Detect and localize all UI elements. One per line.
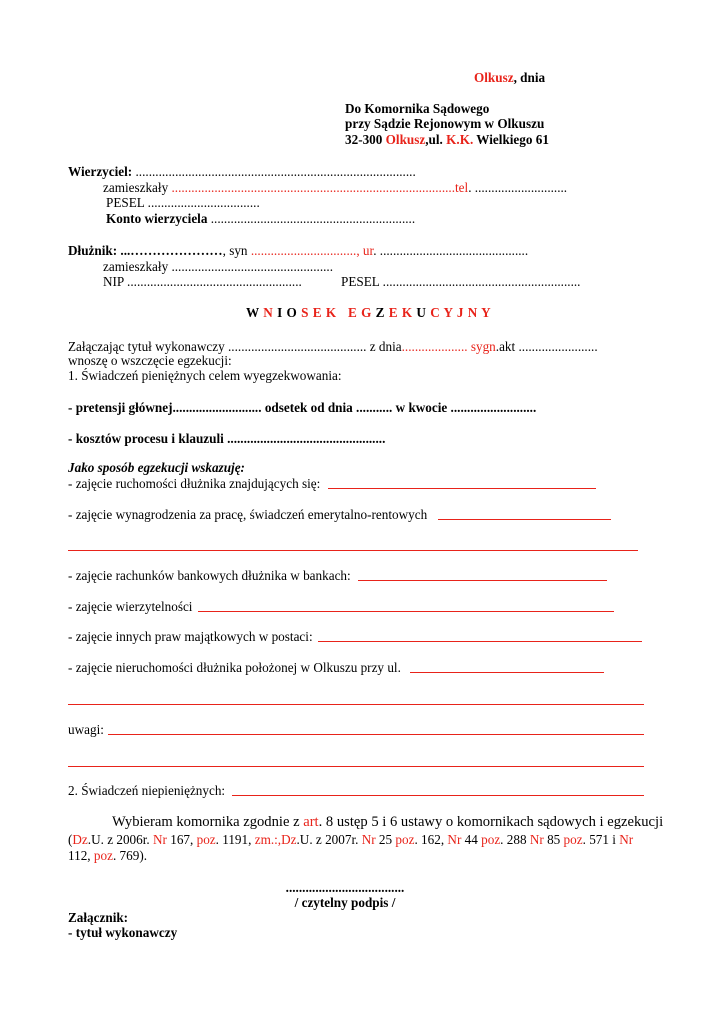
method-real-estate: - zajęcie nieruchomości dłużnika położonej w Olkuszu przy ul. — [68, 660, 401, 675]
title-letter: Y — [443, 305, 454, 320]
point2-rule — [232, 795, 644, 796]
blank-rule-2 — [68, 704, 644, 705]
addressee-address: 32-300 Olkusz,ul. K.K. Wielkiego 61 — [345, 132, 549, 147]
intro-line: Załączając tytuł wykonawczy .......................................... z dnia.................... sygn.akt ........................ — [68, 339, 598, 354]
title-letter: E — [312, 305, 323, 320]
bank-accounts-rule — [358, 580, 607, 581]
point2-heading: 2. Świadczeń niepieniężnych: — [68, 783, 226, 798]
title-letter: N — [467, 305, 478, 320]
movables-rule — [328, 488, 596, 489]
debtor-nip: NIP ..................................................... — [103, 274, 302, 289]
signature-dots: .................................... — [285, 880, 405, 895]
title-letter: E — [388, 305, 399, 320]
attachments-item: - tytuł wykonawczy — [68, 925, 178, 940]
place-date: Olkusz, dnia — [474, 70, 546, 85]
title-letter: K — [325, 305, 337, 320]
creditor-address: zamieszkały ......................................................................................tel. ............................ — [103, 180, 568, 195]
attachments-label: Załącznik: — [68, 910, 129, 925]
title-letter: S — [301, 305, 309, 320]
document-title — [246, 305, 491, 320]
title-letter: J — [456, 305, 464, 320]
other-rights-rule — [318, 641, 642, 642]
method-wages: - zajęcie wynagrodzenia za pracę, świadczeń emerytalno-rentowych — [68, 507, 428, 522]
method-bank-accounts: - zajęcie rachunków bankowych dłużnika w bankach: — [68, 568, 351, 583]
receivables-rule — [198, 611, 614, 612]
costs-line: - kosztów procesu i klauzuli ................................................ — [68, 431, 386, 446]
title-letter: Y — [481, 305, 492, 320]
creditor-line: Wierzyciel: ..................................................................................... — [68, 164, 416, 179]
blank-rule-3 — [68, 766, 644, 767]
title-letter: W — [246, 305, 260, 320]
remarks-rule — [108, 734, 644, 735]
title-letter: K — [401, 305, 413, 320]
legal-line2: (Dz.U. z 2006r. Nr 167, poz. 1191, zm.:,Dz.U. z 2007r. Nr 25 poz. 162, Nr 44 poz. 288 Nr 85 poz. 571 i Nr — [68, 832, 634, 847]
title-letter: Z — [375, 305, 385, 320]
place-name: Olkusz — [474, 70, 514, 85]
creditor-pesel: PESEL .................................. — [106, 195, 260, 210]
legal-line1: Wybieram komornika zgodnie z art. 8 ustęp 5 i 6 ustawy o komornikach sądowych i egzekucji — [112, 814, 664, 830]
title-letter: C — [430, 305, 441, 320]
point1-heading: 1. Świadczeń pieniężnych celem wyegzekwowania: — [68, 368, 342, 383]
title-letter: U — [416, 305, 427, 320]
title-letter — [337, 305, 348, 320]
title-letter: O — [286, 305, 298, 320]
method-heading: Jako sposób egzekucji wskazuję: — [68, 460, 245, 475]
title-letter: E — [347, 305, 358, 320]
debtor-address: zamieszkały ................................................. — [103, 259, 334, 274]
method-receivables: - zajęcie wierzytelności — [68, 599, 193, 614]
title-letter: N — [263, 305, 274, 320]
debtor-line: Dłużnik: ...…………………, syn ................................, ur. ............................................. — [68, 243, 529, 258]
title-letter: I — [277, 305, 283, 320]
real-estate-rule — [410, 672, 604, 673]
debtor-pesel: PESEL ............................................................ — [341, 274, 581, 289]
creditor-label: Wierzyciel: — [68, 164, 133, 179]
method-other-rights: - zajęcie innych praw majątkowych w postaci: — [68, 629, 313, 644]
blank-rule-1 — [68, 550, 638, 551]
wages-rule — [438, 519, 611, 520]
addressee-line2: przy Sądzie Rejonowym w Olkuszu — [345, 116, 545, 131]
claim-line: - pretensji głównej........................... odsetek od dnia ........... w kwocie .......................... — [68, 400, 537, 415]
debtor-label: Dłużnik: — [68, 243, 121, 258]
addressee-line1: Do Komornika Sądowego — [345, 101, 490, 116]
intro-line2: wnoszę o wszczęcie egzekucji: — [68, 353, 232, 368]
signature-label: / czytelny podpis / — [294, 895, 396, 910]
remarks-label: uwagi: — [68, 722, 104, 737]
method-movables: - zajęcie ruchomości dłużnika znajdujących się: — [68, 476, 321, 491]
creditor-account: Konto wierzyciela .............................................................. — [106, 211, 416, 226]
title-letter: G — [361, 305, 372, 320]
legal-line3: 112, poz. 769). — [68, 848, 148, 863]
